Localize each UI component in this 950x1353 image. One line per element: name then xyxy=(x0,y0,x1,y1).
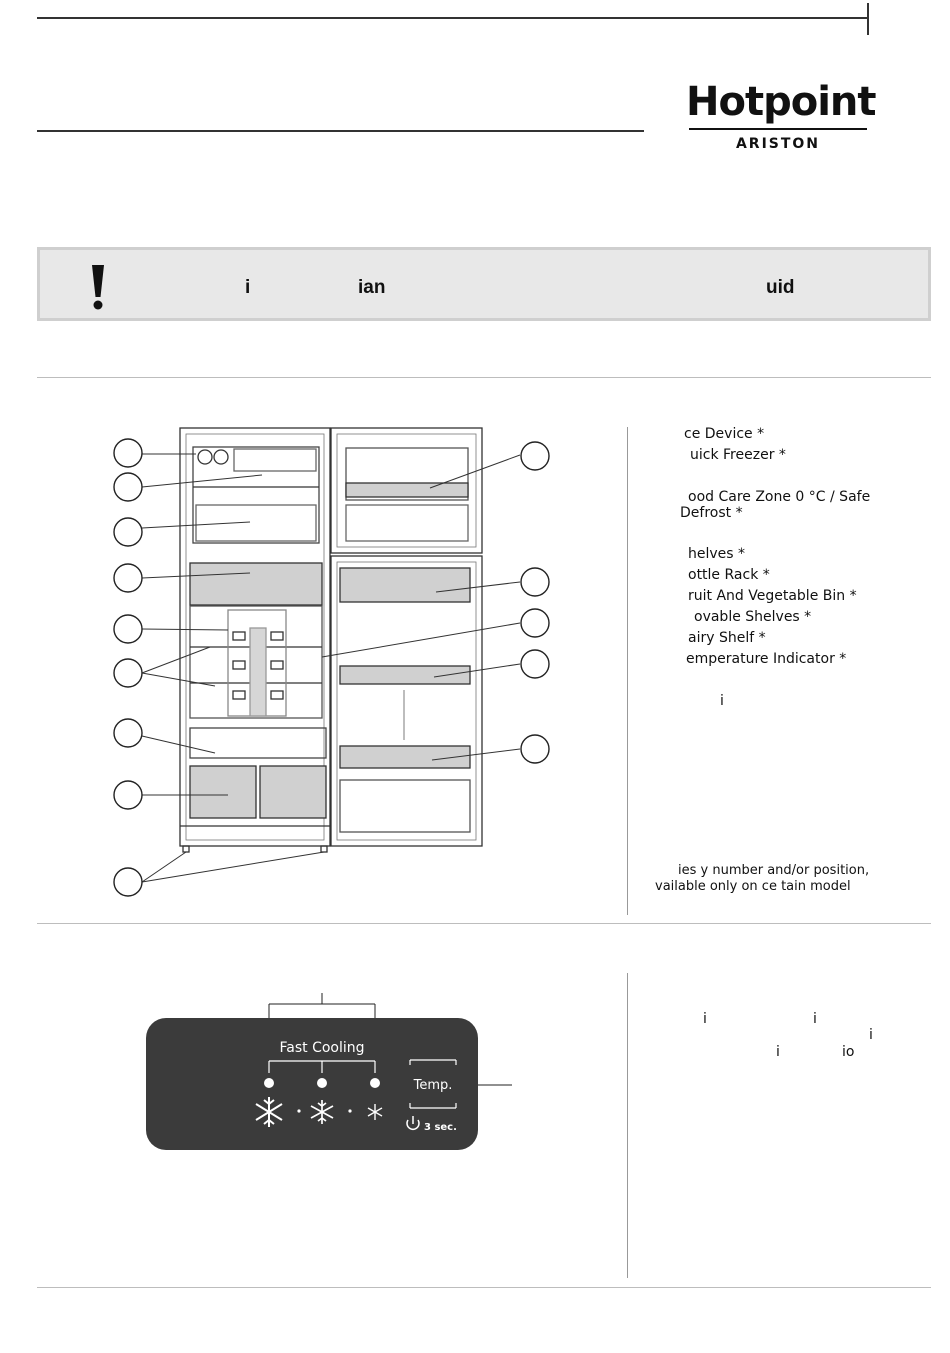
callout-circle xyxy=(521,568,549,596)
text-fragment: i xyxy=(703,1011,707,1027)
control-panel xyxy=(140,990,520,1160)
callout-circle xyxy=(114,473,142,501)
callout-circle xyxy=(521,609,549,637)
text-fragment: i xyxy=(869,1027,873,1043)
exclamation-icon xyxy=(88,263,108,311)
callout-circle xyxy=(114,659,142,687)
text-fragment: io xyxy=(842,1044,855,1060)
callout-circle xyxy=(521,650,549,678)
top-rule-tick xyxy=(867,3,869,35)
legend-item: ottle Rack * xyxy=(688,567,770,583)
section-divider-2 xyxy=(37,923,931,924)
legend-item: emperature Indicator * xyxy=(686,651,847,667)
callout-circle xyxy=(521,735,549,763)
legend-item: uick Freezer * xyxy=(690,447,786,463)
title-rule xyxy=(37,130,644,132)
fast-cooling-led-1 xyxy=(264,1078,274,1088)
callout-circle xyxy=(114,439,142,467)
fridge-diagram xyxy=(100,415,570,905)
legend-item: ovable Shelves * xyxy=(694,609,812,625)
brand-logo xyxy=(686,78,876,162)
legend-item: Defrost * xyxy=(680,505,743,521)
callout-circle xyxy=(521,442,549,470)
legend-item: airy Shelf * xyxy=(688,630,766,646)
warning-word-2: ian xyxy=(358,277,386,298)
fast-cooling-led-2 xyxy=(317,1078,327,1088)
text-fragment: i xyxy=(813,1011,817,1027)
brand-sub: ARISTON xyxy=(735,136,821,152)
fast-cooling-led-3 xyxy=(370,1078,380,1088)
warning-word-1: i xyxy=(245,277,251,298)
callout-circle xyxy=(114,615,142,643)
callout-circle xyxy=(114,719,142,747)
callout-circle xyxy=(114,781,142,809)
callout-circle xyxy=(114,518,142,546)
legend-note-2: vailable only on ce tain model xyxy=(655,879,851,894)
legend-item: helves * xyxy=(688,546,746,562)
brand-name: Hotpoint xyxy=(686,79,876,125)
section-divider-1 xyxy=(37,377,931,378)
brand-divider xyxy=(689,128,867,130)
hold-time-label: 3 sec. xyxy=(424,1122,457,1133)
legend-item: ood Care Zone 0 °C / Safe xyxy=(688,489,871,505)
top-rule xyxy=(37,17,869,19)
section-divider-3 xyxy=(37,1287,931,1288)
legend-note-1: ies y number and/or position, xyxy=(678,863,870,878)
callout-circle xyxy=(114,564,142,592)
warning-word-3: uid xyxy=(766,277,795,298)
legend-item: ruit And Vegetable Bin * xyxy=(688,588,857,604)
legend-item: i xyxy=(720,693,724,709)
temp-button-label: Temp. xyxy=(413,1078,453,1093)
text-fragment: i xyxy=(776,1044,780,1060)
legend-item: ce Device * xyxy=(684,426,765,442)
callout-circle xyxy=(114,868,142,896)
fast-cooling-label: Fast Cooling xyxy=(279,1040,365,1056)
column-divider-2 xyxy=(627,973,628,1278)
column-divider-1 xyxy=(627,427,628,915)
warning-box xyxy=(37,247,931,321)
